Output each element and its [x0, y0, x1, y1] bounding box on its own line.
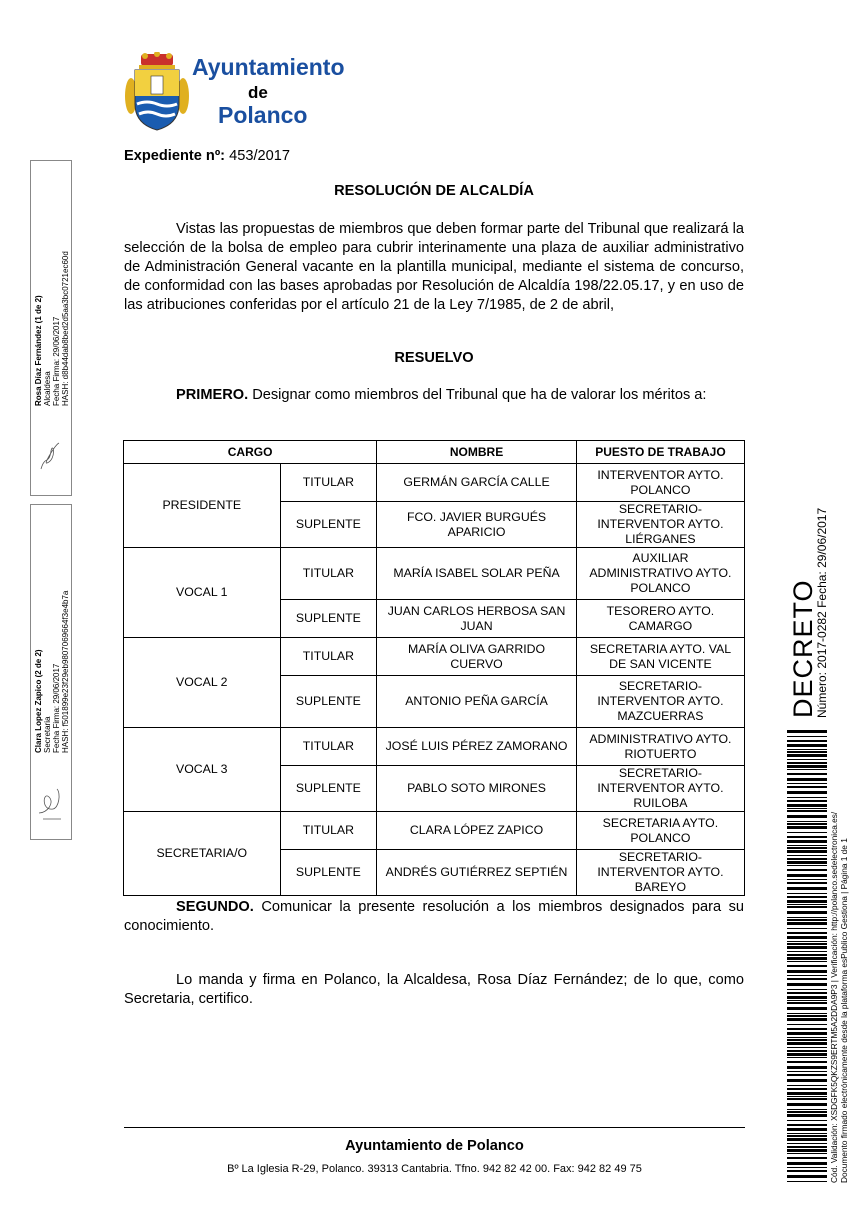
- barcode-bar: [787, 759, 827, 760]
- barcode-bar: [787, 786, 827, 788]
- decreto-label: DECRETO: [788, 579, 818, 718]
- signature-1-name: Rosa Díaz Fernández (1 de 2): [34, 295, 43, 406]
- barcode-bar: [787, 815, 827, 818]
- barcode-bar: [787, 832, 827, 833]
- signature-1-hash: HASH: d8b44dab8bed2d5aa3bc0721ec60d: [61, 251, 70, 406]
- signature-1-text: [34, 251, 70, 406]
- logo-line1: Ayuntamiento: [192, 54, 345, 80]
- barcode-bar: [787, 744, 827, 747]
- signature-1-date: Fecha Firma: 29/06/2017: [52, 316, 61, 406]
- barcode-bar: [787, 1162, 827, 1165]
- closing-paragraph: Lo manda y firma en Polanco, la Alcaldesa, Rosa Díaz Fernández; de lo que, como Secretaria, certifico.: [124, 972, 744, 1007]
- signature-box-2: [30, 504, 72, 840]
- nombre-cell: JUAN CARLOS HERBOSA SAN JUAN: [377, 600, 577, 638]
- barcode-bar: [787, 1146, 827, 1148]
- barcode-bar: [787, 1007, 827, 1010]
- barcode-bar: [787, 1143, 827, 1144]
- barcode-bar: [787, 1092, 827, 1095]
- barcode-bar: [787, 882, 827, 884]
- barcode-bar: [787, 1039, 827, 1041]
- tipo-cell: SUPLENTE: [280, 850, 377, 896]
- barcode-bar: [787, 821, 827, 822]
- header-puesto: PUESTO DE TRABAJO: [576, 441, 744, 464]
- cargo-cell: VOCAL 1: [124, 548, 281, 638]
- barcode-bar: [787, 808, 827, 809]
- segundo-label: SEGUNDO.: [176, 899, 254, 915]
- barcode-bar: [787, 1098, 827, 1100]
- footer-address: Bº La Iglesia R-29, Polanco. 39313 Cantabria. Tfno. 942 82 42 00. Fax: 942 82 49 75: [227, 1163, 642, 1175]
- barcode-bar: [787, 1109, 827, 1110]
- nombre-cell: ANTONIO PEÑA GARCÍA: [377, 676, 577, 728]
- barcode-bar: [787, 730, 827, 733]
- primero-text: Designar como miembros del Tribunal que ha de valorar los méritos a:: [252, 387, 707, 403]
- barcode-bar: [787, 1085, 827, 1086]
- barcode-bar: [787, 1053, 827, 1056]
- puesto-cell: SECRETARIO-INTERVENTOR AYTO. LIÉRGANES: [576, 502, 744, 548]
- handwritten-signature-1: [35, 435, 65, 475]
- barcode-bar: [787, 946, 827, 949]
- barcode-bar: [787, 1133, 827, 1134]
- barcode-bar: [787, 847, 827, 849]
- barcode-bar: [787, 1000, 827, 1001]
- nombre-cell: GERMÁN GARCÍA CALLE: [377, 464, 577, 502]
- coat-of-arms-icon: [125, 52, 189, 132]
- barcode-bar: [787, 1061, 827, 1063]
- barcode-bar: [787, 932, 827, 934]
- table-row: [124, 728, 745, 766]
- barcode-bar: [787, 879, 827, 880]
- barcode-bar: [787, 970, 827, 973]
- barcode-bar: [787, 989, 827, 990]
- expediente-label: Expediente nº:: [124, 148, 226, 164]
- barcode-bar: [787, 904, 827, 905]
- barcode-bar: [787, 1096, 827, 1097]
- barcode-bar: [787, 1149, 827, 1152]
- barcode-bar: [787, 754, 827, 757]
- nombre-cell: ANDRÉS GUTIÉRREZ SEPTIÉN: [377, 850, 577, 896]
- barcode-bar: [787, 1114, 827, 1117]
- table-row: [124, 464, 745, 502]
- puesto-cell: INTERVENTOR AYTO. POLANCO: [576, 464, 744, 502]
- barcode-bar: [787, 865, 827, 866]
- puesto-cell: SECRETARIA AYTO. POLANCO: [576, 812, 744, 850]
- cargo-cell: PRESIDENTE: [124, 464, 281, 548]
- barcode-bar: [787, 858, 827, 860]
- barcode-bar: [787, 928, 827, 929]
- barcode-bar: [787, 1128, 827, 1131]
- barcode-bar: [787, 978, 827, 980]
- barcode-bar: [787, 1037, 827, 1038]
- barcode-bar: [787, 992, 827, 994]
- barcode-bar: [787, 765, 827, 768]
- header-nombre: NOMBRE: [377, 441, 577, 464]
- barcode-bar: [787, 773, 827, 775]
- barcode-bar: [787, 826, 827, 829]
- barcode-bar: [787, 1153, 827, 1154]
- segundo-paragraph: [124, 898, 744, 936]
- barcode-bar: [787, 896, 827, 898]
- barcode-bar: [787, 911, 827, 914]
- tipo-cell: TITULAR: [280, 464, 377, 502]
- barcode-bar: [787, 893, 827, 894]
- barcode-bar: [787, 1170, 827, 1172]
- barcode-bar: [787, 1079, 827, 1082]
- verification-code: Cód. Validación: XSDGFK5QKZS9ERTM5A2DDA9P3 | Verificación: http://polanco.sedelectronica.es/: [829, 811, 839, 1183]
- logo-text: [190, 54, 345, 129]
- barcode-bar: [787, 900, 827, 903]
- barcode-bar: [787, 800, 827, 802]
- barcode-bar: [787, 1175, 827, 1178]
- barcode-bar: [787, 1024, 827, 1025]
- nombre-cell: MARÍA OLIVA GARRIDO CUERVO: [377, 638, 577, 676]
- signature-2-name: Clara Lopez Zapico (2 de 2): [34, 649, 43, 753]
- table-header-row: [124, 441, 745, 464]
- footer-name: Ayuntamiento de Polanco: [345, 1138, 524, 1154]
- tipo-cell: TITULAR: [280, 728, 377, 766]
- expediente: [124, 147, 290, 166]
- barcode-bar: [787, 951, 827, 952]
- puesto-cell: AUXILIAR ADMINISTRATIVO AYTO. POLANCO: [576, 548, 744, 600]
- table-body: [124, 464, 745, 896]
- logo-line2: de: [248, 83, 268, 102]
- barcode-bar: [787, 1138, 827, 1141]
- barcode-bar: [787, 845, 827, 846]
- tipo-cell: SUPLENTE: [280, 502, 377, 548]
- handwritten-signature-2: [35, 783, 65, 823]
- barcode-bar: [787, 1047, 827, 1048]
- logo-line3: Polanco: [218, 102, 308, 128]
- nombre-cell: JOSÉ LUIS PÉREZ ZAMORANO: [377, 728, 577, 766]
- cargo-cell: VOCAL 3: [124, 728, 281, 812]
- barcode-bar: [787, 1028, 827, 1030]
- barcode-bar: [787, 736, 827, 737]
- barcode-bar: [787, 1032, 827, 1035]
- footer-divider: [124, 1127, 745, 1128]
- barcode-bar: [787, 1002, 827, 1004]
- barcode-bar: [787, 1074, 827, 1076]
- barcode-bar: [787, 804, 827, 807]
- barcode-bar: [787, 855, 827, 856]
- table-row: [124, 638, 745, 676]
- barcode-bar: [787, 869, 827, 871]
- barcode-bar: [787, 1042, 827, 1045]
- barcode-bar: [787, 954, 827, 956]
- table-row: [124, 548, 745, 600]
- barcode-bar: [787, 791, 827, 794]
- barcode-bar: [787, 996, 827, 999]
- barcode-bar: [787, 1181, 827, 1182]
- barcode-bar: [787, 840, 827, 843]
- verification-text: [829, 812, 849, 1183]
- barcode-bar: [787, 941, 827, 942]
- nombre-cell: CLARA LÓPEZ ZAPICO: [377, 812, 577, 850]
- barcode-bar: [787, 957, 827, 960]
- barcode-bar: [787, 769, 827, 770]
- barcode-bar: [787, 965, 827, 967]
- tipo-cell: TITULAR: [280, 812, 377, 850]
- signature-2-text: [34, 591, 70, 753]
- platform-note: Documento firmado electrónicamente desde la plataforma esPublico Gestiona | Página 1 de 1: [839, 838, 849, 1183]
- nombre-cell: FCO. JAVIER BURGUÉS APARICIO: [377, 502, 577, 548]
- barcode-bar: [787, 887, 827, 890]
- tipo-cell: SUPLENTE: [280, 600, 377, 638]
- header-cargo: CARGO: [124, 441, 377, 464]
- barcode-bar: [787, 1050, 827, 1052]
- barcode-bar: [787, 1103, 827, 1106]
- segundo-text: Comunicar la presente resolución a los miembros designados para su conocimiento.: [124, 899, 744, 934]
- barcode-bar: [787, 936, 827, 939]
- barcode-bar: [787, 874, 827, 877]
- puesto-cell: SECRETARIA AYTO. VAL DE SAN VICENTE: [576, 638, 744, 676]
- puesto-cell: ADMINISTRATIVO AYTO. RIOTUERTO: [576, 728, 744, 766]
- barcode-bar: [787, 740, 827, 742]
- barcode-bar: [787, 975, 827, 976]
- barcode-bar: [787, 1066, 827, 1069]
- barcode-bar: [787, 783, 827, 784]
- barcode-bar: [787, 1157, 827, 1159]
- barcode-bar: [787, 762, 827, 764]
- puesto-cell: SECRETARIO-INTERVENTOR AYTO. BAREYO: [576, 850, 744, 896]
- barcode-bar: [787, 749, 827, 750]
- barcode-bar: [787, 861, 827, 864]
- barcode-bar: [787, 850, 827, 853]
- nombre-cell: MARÍA ISABEL SOLAR PEÑA: [377, 548, 577, 600]
- puesto-cell: SECRETARIO-INTERVENTOR AYTO. MAZCUERRAS: [576, 676, 744, 728]
- decreto-number-date: Número: 2017-0282 Fecha: 29/06/2017: [815, 507, 829, 718]
- primero-label: PRIMERO.: [176, 387, 249, 403]
- intro-paragraph: Vistas las propuestas de miembros que deben formar parte del Tribunal que realizará la selección de la bolsa de empleo para cubrir interinamente una plaza de auxiliar administrativo de Administración General vacante en la plantilla municipal, mediante el sistema de concurso, de conformidad con las bases aprobadas por Resolución de Alcaldía 198/22.05.17, y en uso de las atribuciones conferidas por el artículo 21 de la Ley 7/1985, de 2 de abril,: [124, 221, 744, 313]
- barcode-bar: [787, 751, 827, 753]
- barcode-bar: [787, 823, 827, 825]
- barcode-bar: [787, 836, 827, 838]
- barcode-bar: [787, 917, 827, 918]
- tipo-cell: SUPLENTE: [280, 676, 377, 728]
- document-title: RESOLUCIÓN DE ALCALDÍA: [334, 183, 534, 199]
- signature-2-hash: HASH: f501899e23f29eb9807069664f3e4b7a: [61, 590, 70, 753]
- nombre-cell: PABLO SOTO MIRONES: [377, 766, 577, 812]
- barcode-bar: [787, 943, 827, 945]
- barcode-bar: [787, 1071, 827, 1072]
- signature-2-role: Secretaria: [43, 716, 52, 753]
- signature-1-role: Alcaldesa: [43, 371, 52, 406]
- barcode-bar: [787, 1124, 827, 1126]
- cargo-cell: VOCAL 2: [124, 638, 281, 728]
- primero-paragraph: [124, 386, 744, 405]
- barcode-bar: [787, 1120, 827, 1121]
- signature-box-1: [30, 160, 72, 496]
- cargo-cell: SECRETARIA/O: [124, 812, 281, 896]
- barcode-bar: [787, 1018, 827, 1021]
- barcode-bar: [787, 983, 827, 986]
- signature-2-date: Fecha Firma: 29/06/2017: [52, 663, 61, 753]
- barcode-bar: [787, 1057, 827, 1058]
- barcode-bar: [787, 1088, 827, 1090]
- barcode-bar: [787, 1135, 827, 1137]
- barcode-bar: [787, 1013, 827, 1014]
- barcode-bar: [787, 1015, 827, 1017]
- barcode-bar: [787, 919, 827, 921]
- barcode-bar: [787, 1167, 827, 1168]
- puesto-cell: TESORERO AYTO. CAMARGO: [576, 600, 744, 638]
- tipo-cell: TITULAR: [280, 638, 377, 676]
- barcode-bar: [787, 810, 827, 812]
- barcode-bar: [787, 797, 827, 798]
- tipo-cell: SUPLENTE: [280, 766, 377, 812]
- tribunal-table: [123, 440, 745, 896]
- barcode-bar: [787, 1111, 827, 1113]
- barcode-icon: [787, 730, 827, 1183]
- tipo-cell: TITULAR: [280, 548, 377, 600]
- barcode-bar: [787, 778, 827, 781]
- barcode-bar: [787, 922, 827, 925]
- table-row: [124, 812, 745, 850]
- resuelvo-heading: RESUELVO: [394, 350, 474, 366]
- expediente-value: 453/2017: [229, 148, 290, 164]
- barcode-bar: [787, 906, 827, 908]
- barcode-bar: [787, 961, 827, 962]
- puesto-cell: SECRETARIO-INTERVENTOR AYTO. RUILOBA: [576, 766, 744, 812]
